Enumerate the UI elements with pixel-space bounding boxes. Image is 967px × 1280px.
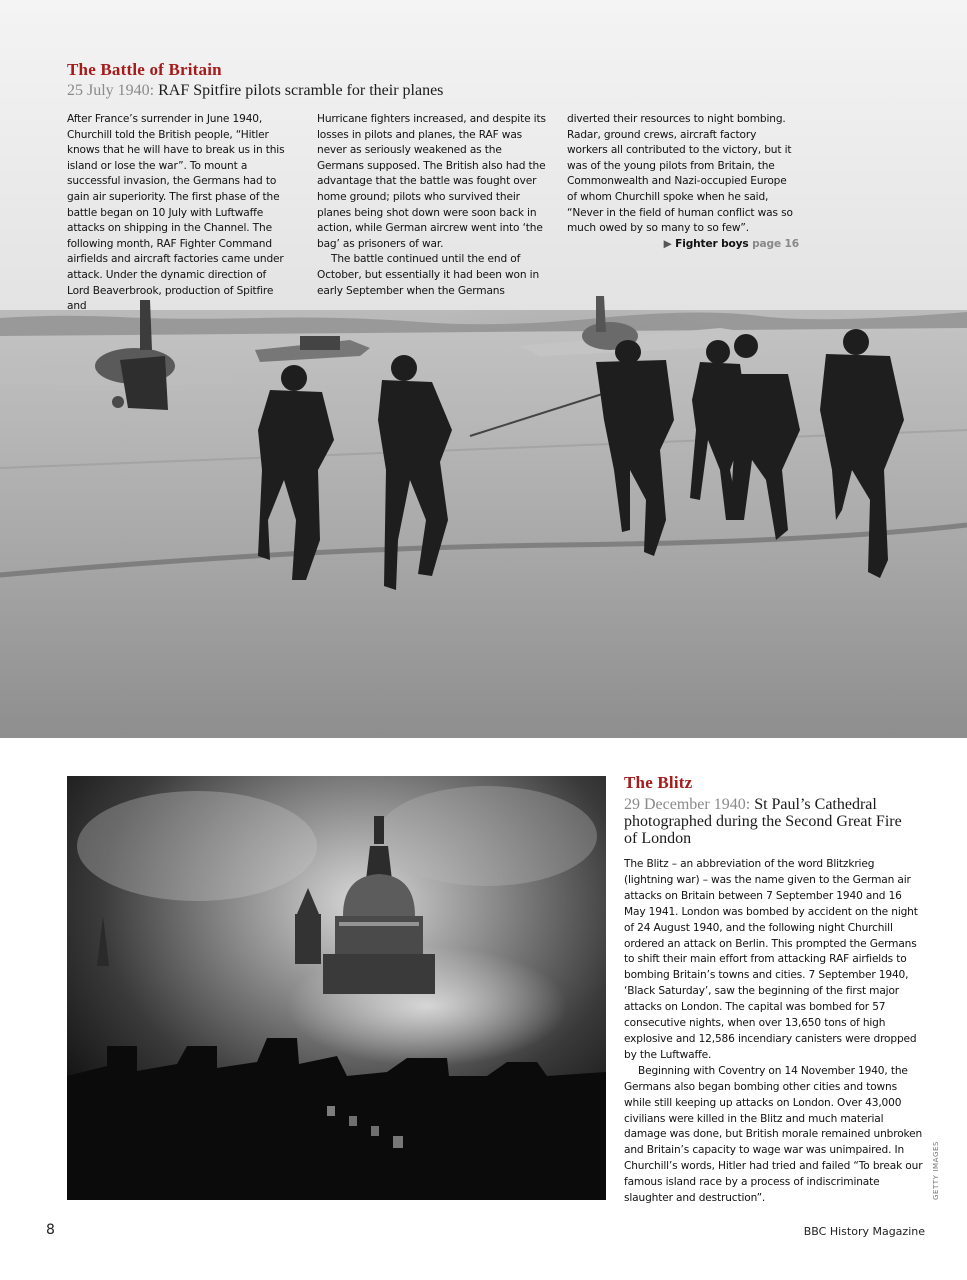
photo-credit: GETTY IMAGES [932, 1140, 940, 1200]
photo-caption [67, 82, 443, 99]
section-title-blitz: The Blitz [624, 773, 693, 792]
caption-date: 29 December 1940: [624, 796, 751, 813]
xref-page: page 16 [748, 237, 799, 250]
cathedral-scene [67, 776, 606, 1200]
cross-reference[interactable] [567, 237, 799, 253]
body-paragraph: Beginning with Coventry on 14 November 1940, the Germans also began bombing other cities and towns while still keeping up attacks on London. Over 43,000 civilians were killed in the Blitz and much material damage was done, but British morale remained unbroken and Britain’s capacity to wage war was unimpaired. In Churchill’s words, Hitler had tried and failed “To break our famous island race by a process of indiscriminate slaughter and destruction”. [624, 1064, 923, 1205]
body-column-3 [567, 112, 799, 252]
play-arrow-icon: ▶ [663, 237, 672, 250]
blitz-body-text [624, 857, 924, 1207]
caption-date: 25 July 1940: [67, 82, 155, 99]
caption-text: St Paul’s Cathedral photographed during the Second Great Fire of London [624, 796, 902, 847]
st-pauls-cathedral-photo [67, 776, 606, 1200]
body-column-2 [317, 112, 549, 299]
photo-caption [624, 796, 904, 847]
caption-text: RAF Spitfire pilots scramble for their planes [154, 82, 444, 99]
body-paragraph: diverted their resources to night bombing. Radar, ground crews, aircraft factory workers all contributed to the victory, but it was of the young pilots from Britain, the Commonwealth and Nazi-occupied Europe of whom Churchill spoke when he said, “Never in the field of human conflict was so much owed by so many to so few”. [567, 113, 793, 235]
body-column-1 [67, 112, 289, 315]
body-paragraph: Hurricane fighters increased, and despite its losses in pilots and planes, the RAF was never as seriously weakened as the Germans supposed. The British also had the advantage that the battle was fought over home ground; pilots who survived their planes being shot down were soon back in action, while German aircrew went into ‘the bag’ as prisoners of war. [317, 113, 546, 250]
xref-label: Fighter boys [671, 237, 749, 250]
body-paragraph: The battle continued until the end of October, but essentially it had been won in early September when the Germans [317, 253, 540, 297]
page-number: 8 [46, 1222, 55, 1238]
magazine-name: BBC History Magazine [803, 1225, 925, 1238]
body-paragraph: After France’s surrender in June 1940, Churchill told the British people, “Hitler knows that he will have to break us in this island or lose the war”. To mount a successful invasion, the Germans had to gain air superiority. The first phase of the battle began on 10 July with Luftwaffe attacks on shipping in the Channel. The following month, RAF Fighter Command airfields and aircraft factories came under attack. Under the dynamic direction of Lord Beaverbrook, production of Spitfire and [67, 113, 285, 313]
section-title-battle-of-britain: The Battle of Britain [67, 60, 222, 79]
body-paragraph: The Blitz – an abbreviation of the word Blitzkrieg (lightning war) – was the name given to the German air attacks on Britain between 7 September 1940 and 16 May 1941. London was bombed by accident on the night of 24 August 1940, and the following night Churchill ordered an attack on Berlin. This prompted the Germans to shift their main effort from attacking RAF airfields to bombing Britain’s towns and cities. 7 September 1940, ‘Black Saturday’, saw the beginning of the first major attacks on London. The capital was bombed for 57 consecutive nights, when over 13,650 tons of high explosive and 12,586 incendiary canisters were dropped by the Luftwaffe. [624, 858, 918, 1061]
